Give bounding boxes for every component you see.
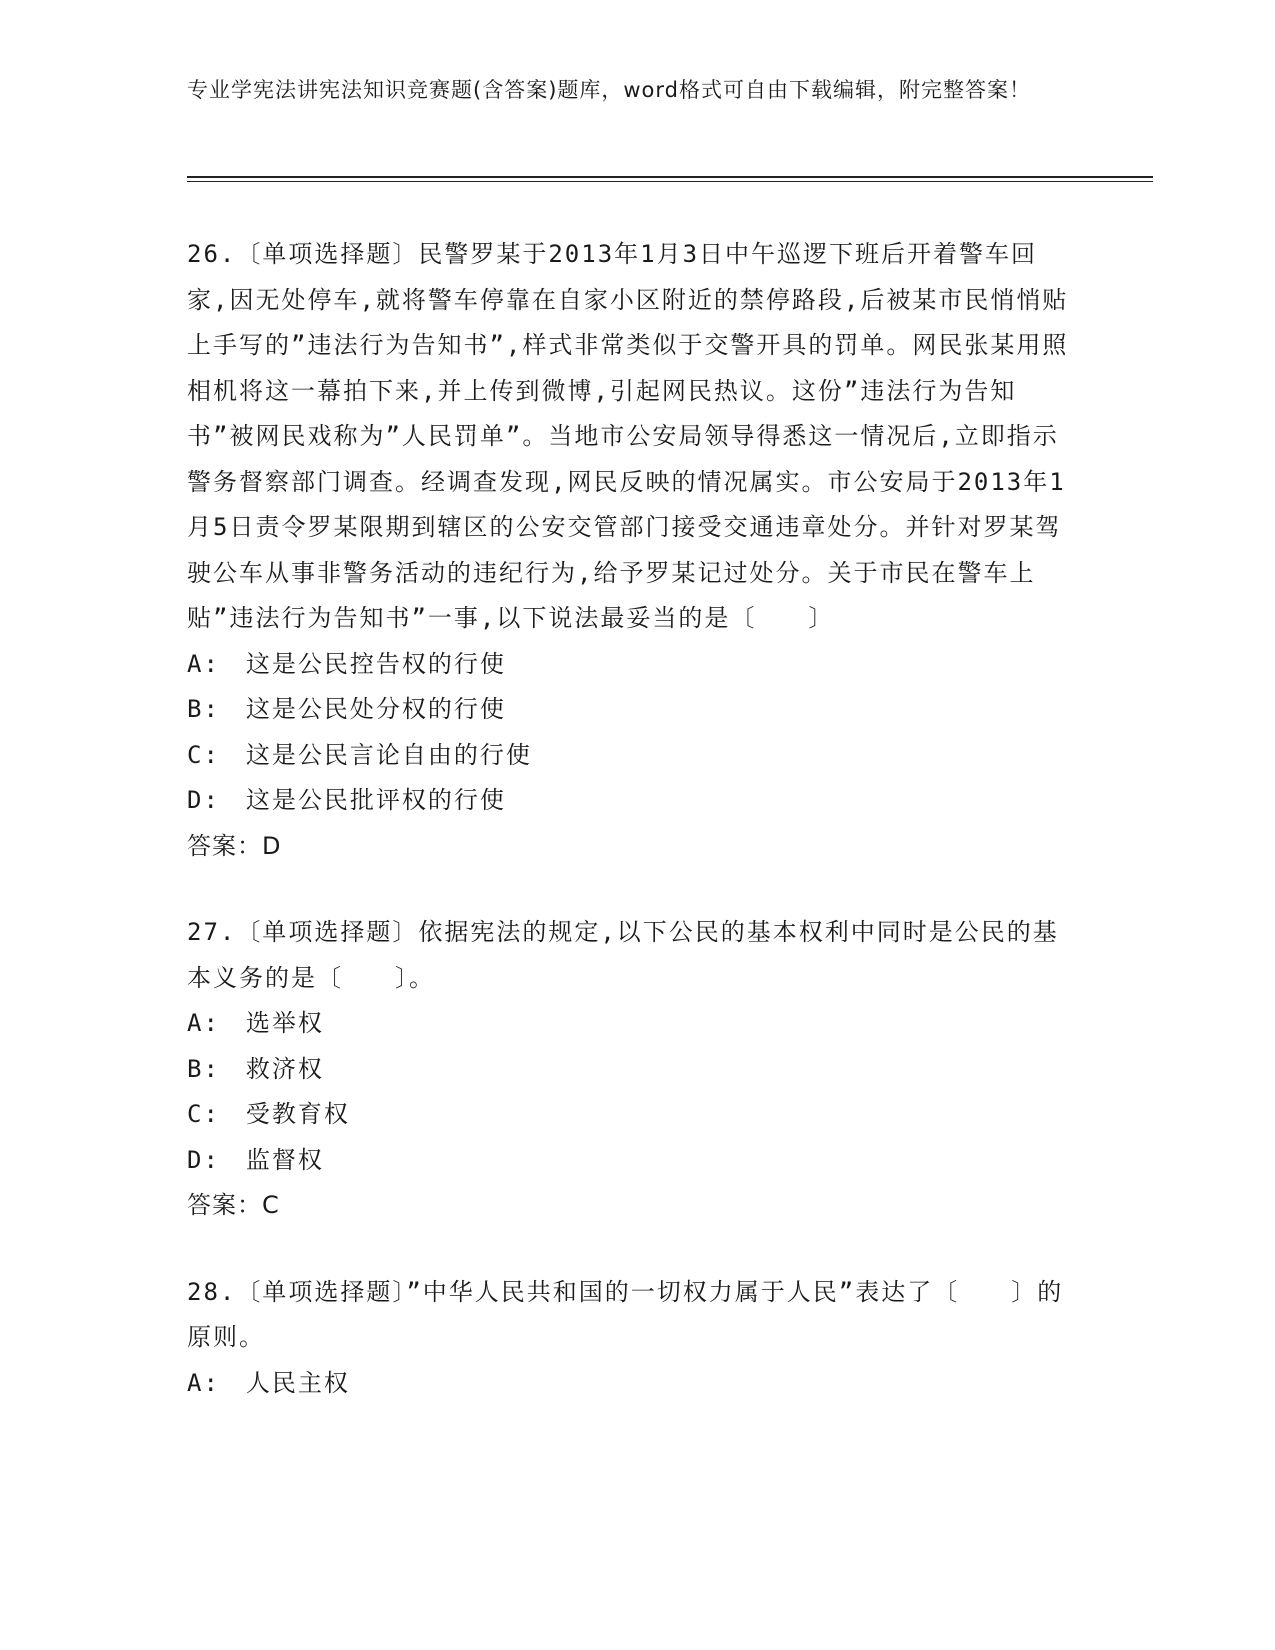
page-header: 专业学宪法讲宪法知识竞赛题(含答案)题库，word格式可自由下载编辑，附完整答案！ [187, 78, 1032, 102]
question-text: 26.〔单项选择题〕民警罗某于2013年1月3日中午巡逻下班后开着警车回家,因无处停车,就将警车停靠在自家小区附近的禁停路段,后被某市民悄悄贴上手写的”违法行为告知书”,样式非常类似于交警开具的罚单。网民张某用照相机将这一幕拍下来,并上传到微博,引起网民热议。这份”违法行为告知书”被网民戏称为”人民罚单”。当地市公安局领导得悉这一情况后,立即指示警务督察部门调查。经调查发现,网民反映的情况属实。市公安局于2013年1月5日责令罗某限期到辖区的公安交管部门接受交通违章处分。并针对罗某驾驶公车从事非警务活动的违纪行为,给予罗某记过处分。关于市民在警车上贴”违法行为告知书”一事,以下说法最妥当的是〔 〕 [187, 240, 1069, 632]
question-text: 28.〔单项选择题〕”中华人民共和国的一切权力属于人民”表达了〔 〕的原则。 [187, 1277, 1064, 1351]
answer-line: 答案：C [187, 1191, 280, 1219]
question-27 [187, 910, 1077, 1229]
option-a: A: 人民主权 [187, 1368, 350, 1397]
option-d: D: 监督权 [187, 1145, 324, 1174]
option-b: B: 这是公民处分权的行使 [187, 695, 506, 723]
question-list [187, 232, 1077, 1406]
option-b: B: 救济权 [187, 1054, 324, 1083]
option-a: A: 这是公民控告权的行使 [187, 649, 506, 678]
question-text: 27.〔单项选择题〕依据宪法的规定,以下公民的基本权利中同时是公民的基本义务的是〔 〕。 [187, 918, 1059, 992]
header-divider-thin [187, 181, 1153, 182]
option-c: C: 这是公民言论自由的行使 [187, 740, 532, 769]
question-spacer [187, 1229, 1077, 1270]
question-26 [187, 232, 1077, 869]
header-divider-thick [187, 176, 1153, 178]
option-c: C: 受教育权 [187, 1100, 350, 1128]
question-28 [187, 1270, 1077, 1407]
answer-line: 答案：D [187, 831, 282, 860]
option-d: D: 这是公民批评权的行使 [187, 786, 506, 814]
question-spacer [187, 869, 1077, 910]
option-a: A: 选举权 [187, 1009, 324, 1037]
